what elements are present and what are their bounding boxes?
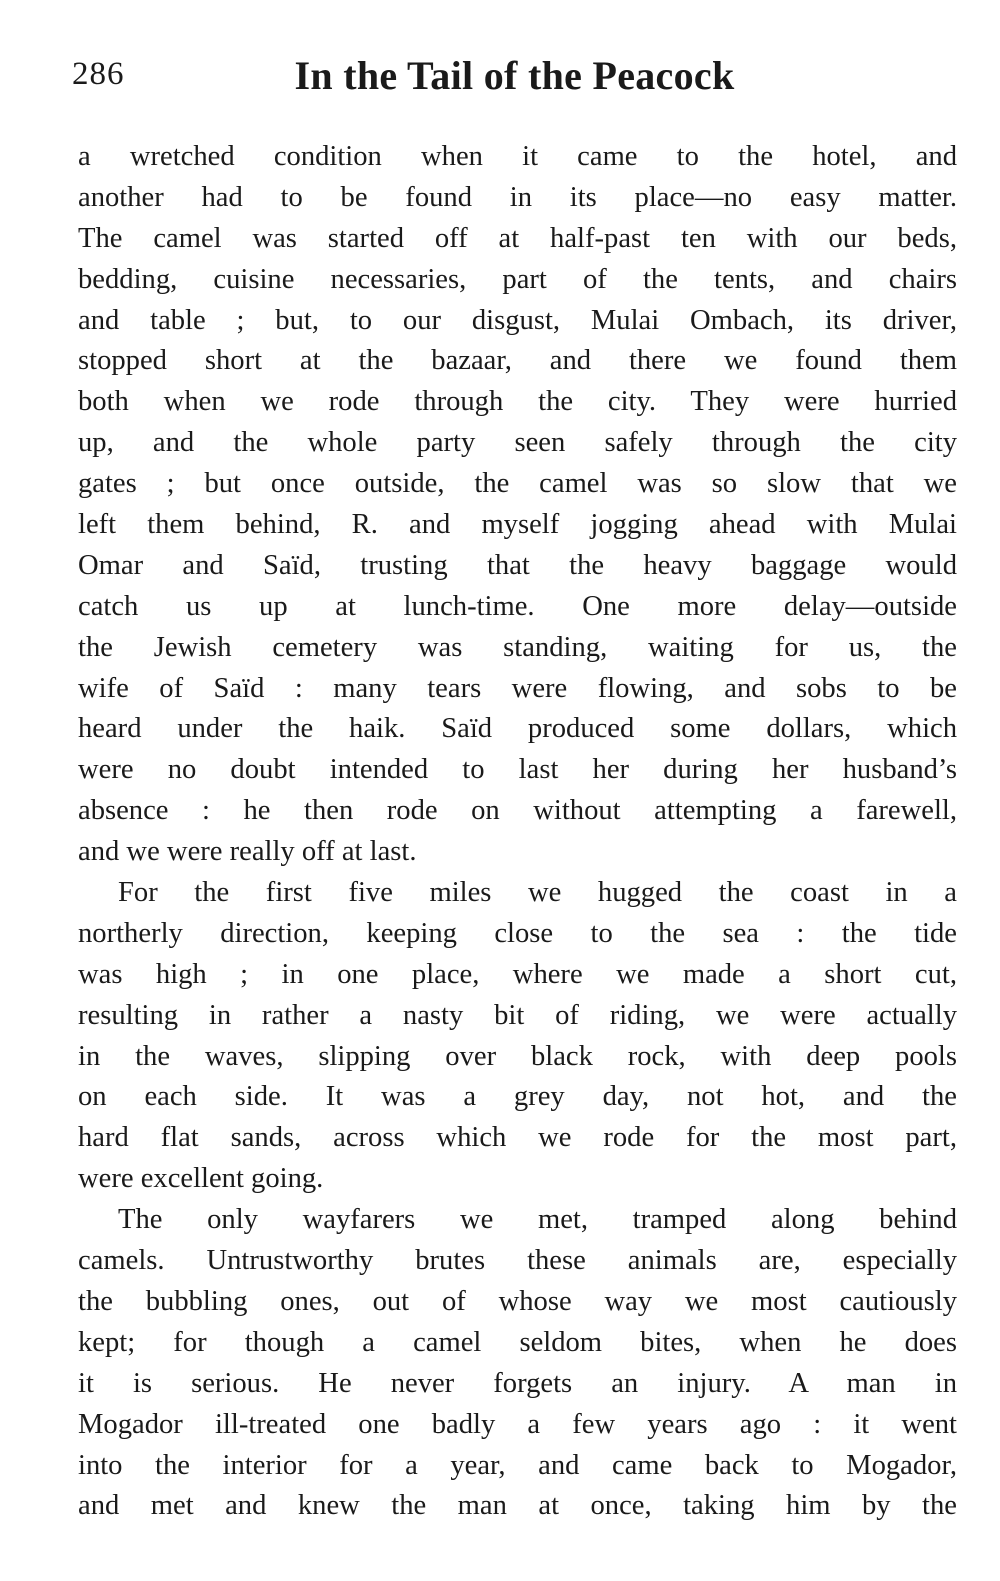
running-title: In the Tail of the Peacock xyxy=(294,53,735,98)
text-line: hard flat sands, across which we rode for the most part, xyxy=(78,1122,957,1154)
body-text xyxy=(78,137,957,1527)
text-line: gates ; but once outside, the camel was so slow that we xyxy=(78,468,957,500)
text-line: a wretched condition when it came to the hotel, and xyxy=(78,141,957,172)
text-line: left them behind, R. and myself jogging ahead with Mulai xyxy=(78,509,957,541)
text-line: were excellent going. xyxy=(78,1163,324,1195)
page-number: 286 xyxy=(72,56,125,92)
text-line: stopped short at the bazaar, and there we found them xyxy=(78,345,957,377)
text-line: it is serious. He never forgets an injury. A man in xyxy=(78,1367,957,1399)
text-line: the Jewish cemetery was standing, waiting for us, the xyxy=(78,631,957,663)
text-line: in the waves, slipping over black rock, with deep pools xyxy=(78,1040,957,1072)
text-line: camels. Untrustworthy brutes these animals are, especially xyxy=(78,1245,957,1277)
text-line: absence : he then rode on without attempting a farewell, xyxy=(78,795,957,827)
text-line: and table ; but, to our disgust, Mulai Ombach, its driver, xyxy=(78,304,957,336)
page-header xyxy=(72,52,957,112)
text-line: Mogador ill-treated one badly a few years ago : it went xyxy=(78,1408,957,1440)
text-line: resulting in rather a nasty bit of riding, we were actually xyxy=(78,999,957,1031)
text-line: northerly direction, keeping close to the sea : the tide xyxy=(78,917,957,949)
text-line: was high ; in one place, where we made a short cut, xyxy=(78,958,957,990)
text-line: bedding, cuisine necessaries, part of the tents, and chairs xyxy=(78,263,957,295)
text-line: The camel was started off at half-past ten with our beds, xyxy=(78,222,957,254)
text-line: another had to be found in its place—no easy matter. xyxy=(78,181,957,213)
text-line: heard under the haik. Saïd produced some dollars, which xyxy=(78,713,957,745)
paragraph xyxy=(78,873,957,1200)
text-line: Omar and Saïd, trusting that the heavy baggage would xyxy=(78,549,957,581)
text-line: The only wayfarers we met, tramped along behind xyxy=(118,1204,957,1236)
text-line: catch us up at lunch-time. One more delay—outside xyxy=(78,590,957,622)
text-line: the bubbling ones, out of whose way we most cautiously xyxy=(78,1285,957,1317)
text-line: were no doubt intended to last her during her husband’s xyxy=(78,754,957,786)
paragraph xyxy=(78,137,957,873)
text-line: into the interior for a year, and came back to Mogador, xyxy=(78,1449,957,1481)
text-line: wife of Saïd : many tears were flowing, and sobs to be xyxy=(78,672,957,704)
paragraph xyxy=(78,1200,957,1527)
text-line: both when we rode through the city. They were hurried xyxy=(78,386,957,418)
text-line: For the first five miles we hugged the coast in a xyxy=(118,877,957,909)
text-line: and we were really off at last. xyxy=(78,836,417,868)
text-line: up, and the whole party seen safely through the city xyxy=(78,427,957,459)
text-line: on each side. It was a grey day, not hot, and the xyxy=(78,1081,957,1113)
text-line: and met and knew the man at once, taking him by the xyxy=(78,1490,957,1522)
text-line: kept; for though a camel seldom bites, when he does xyxy=(78,1326,957,1358)
